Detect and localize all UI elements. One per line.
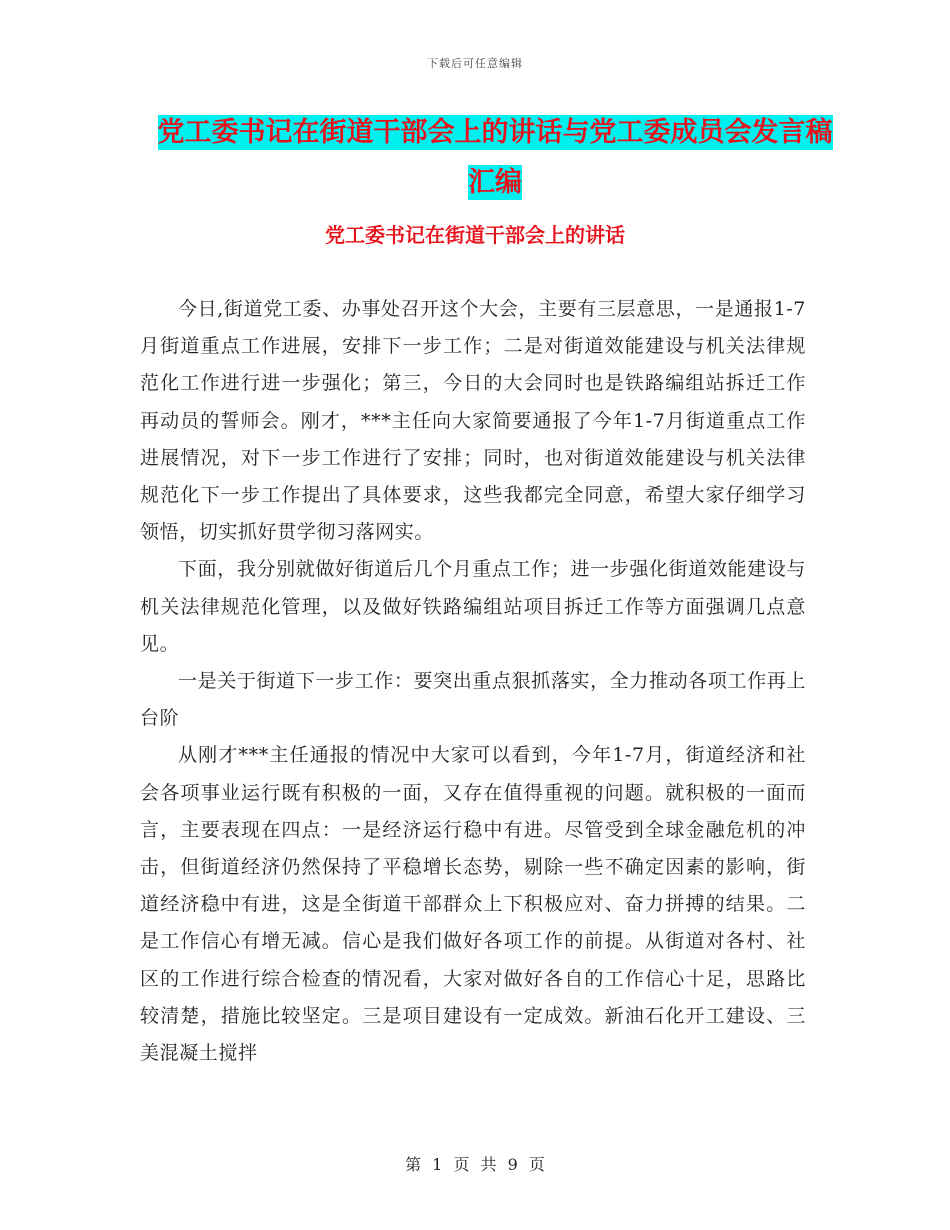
document-body xyxy=(140,291,806,1072)
paragraph: 今日,街道党工委、办事处召开这个大会，主要有三层意思，一是通报1-7月街道重点工作进展，安排下一步工作；二是对街道效能建设与机关法律规范化工作进行进一步强化；第三，今日的大会同时也是铁路编组站拆迁工作再动员的誓师会。刚才，***主任向大家简要通报了今年1-7月街道重点工作进展情况，对下一步工作进行了安排；同时，也对街道效能建设与机关法律规范化下一步工作提出了具体要求，这些我都完全同意，希望大家仔细学习领悟，切实抓好贯学彻习落网实。 xyxy=(140,298,806,544)
document-title-text: 党工委书记在街道干部会上的讲话与党工委成员会发言稿汇编 xyxy=(157,117,833,198)
header-note: 下载后可任意编辑 xyxy=(427,57,523,70)
document-title xyxy=(150,108,840,208)
section-title: 党工委书记在街道干部会上的讲话 xyxy=(325,223,625,247)
page-number-footer: 第 1 页 共 9 页 xyxy=(405,1155,545,1174)
paragraph: 一是关于街道下一步工作：要突出重点狠抓落实，全力推动各项工作再上台阶 xyxy=(140,670,806,730)
paragraph: 从刚才***主任通报的情况中大家可以看到，今年1-7月，街道经济和社会各项事业运行既有积极的一面，又存在值得重视的问题。就积极的一面而言，主要表现在四点：一是经济运行稳中有进。尽管受到全球金融危机的冲击，但街道经济仍然保持了平稳增长态势，剔除一些不确定因素的影响，街道经济稳中有进，这是全街道干部群众上下积极应对、奋力拼搏的结果。二是工作信心有增无减。信心是我们做好各项工作的前提。从街道对各村、社区的工作进行综合检查的情况看，大家对做好各自的工作信心十足，思路比较清楚，措施比较坚定。三是项目建设有一定成效。新油石化开工建设、三美混凝土搅拌 xyxy=(140,744,806,1065)
paragraph: 下面，我分别就做好街道后几个月重点工作；进一步强化街道效能建设与机关法律规范化管理，以及做好铁路编组站项目拆迁工作等方面强调几点意见。 xyxy=(140,558,806,655)
